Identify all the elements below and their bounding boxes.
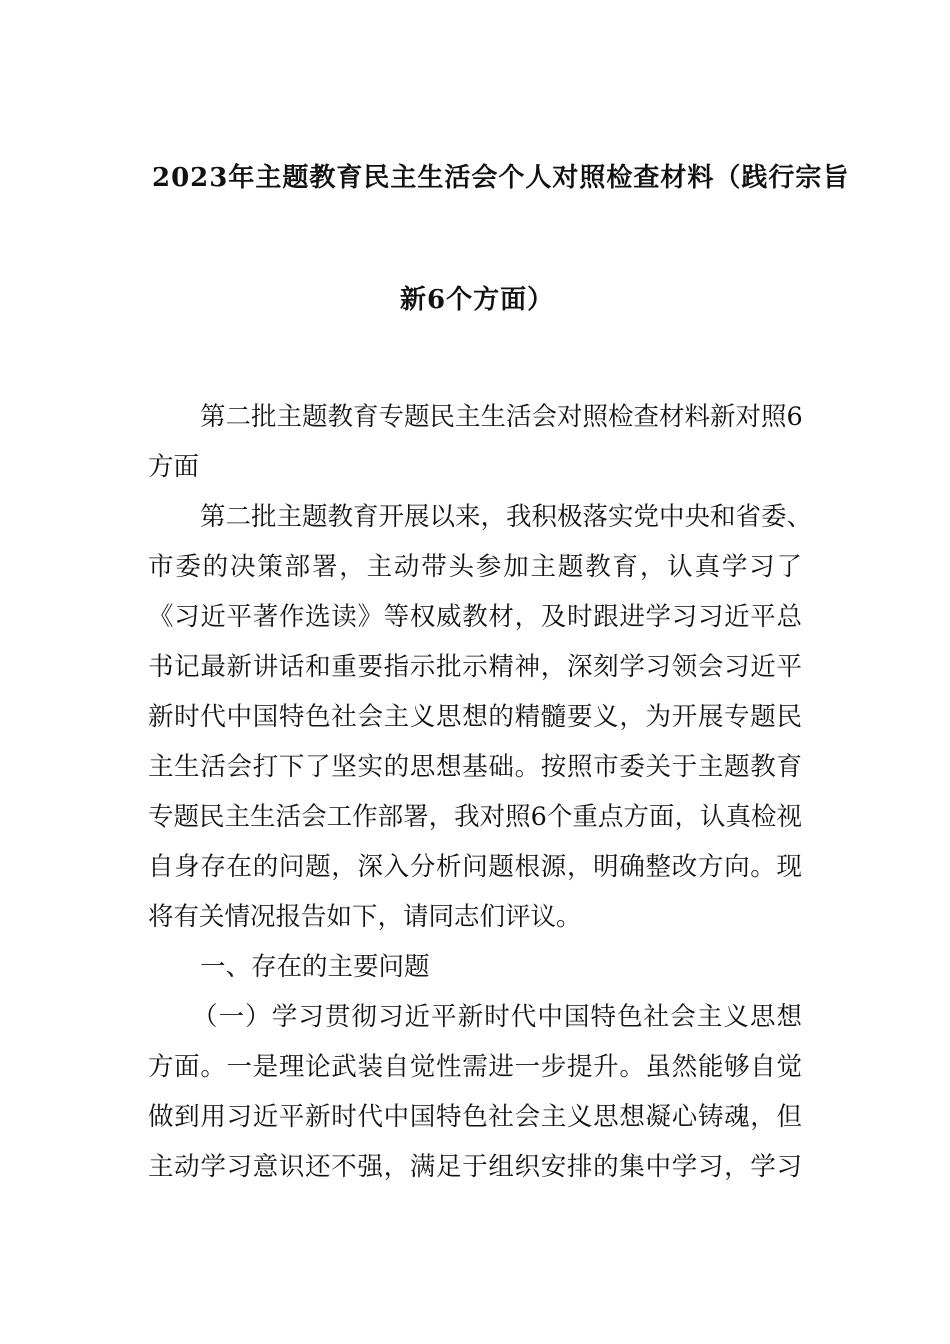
paragraph-line: 《习近平著作选读》等权威教材，及时跟进学习习近平总 — [148, 602, 802, 632]
paragraph-line: 主生活会打下了坚实的思想基础。按照市委关于主题教育 — [148, 752, 802, 782]
paragraph-line: 书记最新讲话和重要指示批示精神，深刻学习领会习近平 — [148, 652, 802, 682]
document-title-line-1: 2023年主题教育民主生活会个人对照检查材料（践行宗旨 — [152, 163, 850, 193]
paragraph-line: 主动学习意识还不强，满足于组织安排的集中学习，学习 — [148, 1152, 802, 1182]
paragraph-line: 市委的决策部署，主动带头参加主题教育，认真学习了 — [148, 552, 802, 582]
paragraph-line: 自身存在的问题，深入分析问题根源，明确整改方向。现 — [148, 852, 802, 882]
paragraph-line: 将有关情况报告如下，请同志们评议。 — [148, 902, 582, 932]
paragraph-line: 专题民主生活会工作部署，我对照6个重点方面，认真检视 — [148, 802, 802, 832]
paragraph-line: 方面 — [148, 452, 200, 482]
paragraph-line: 新时代中国特色社会主义思想的精髓要义，为开展专题民 — [148, 702, 802, 732]
paragraph-line: 做到用习近平新时代中国特色社会主义思想凝心铸魂，但 — [148, 1102, 802, 1132]
document-title-line-2: 新6个方面） — [400, 285, 555, 315]
paragraph-line: 方面。一是理论武装自觉性需进一步提升。虽然能够自觉 — [148, 1052, 802, 1082]
subsection-heading-line: （一）学习贯彻习近平新时代中国特色社会主义思想 — [192, 1002, 802, 1032]
paragraph-line: 第二批主题教育开展以来，我积极落实党中央和省委、 — [200, 502, 813, 532]
section-heading: 一、存在的主要问题 — [200, 952, 430, 982]
paragraph-line: 第二批主题教育专题民主生活会对照检查材料新对照6 — [200, 402, 803, 432]
